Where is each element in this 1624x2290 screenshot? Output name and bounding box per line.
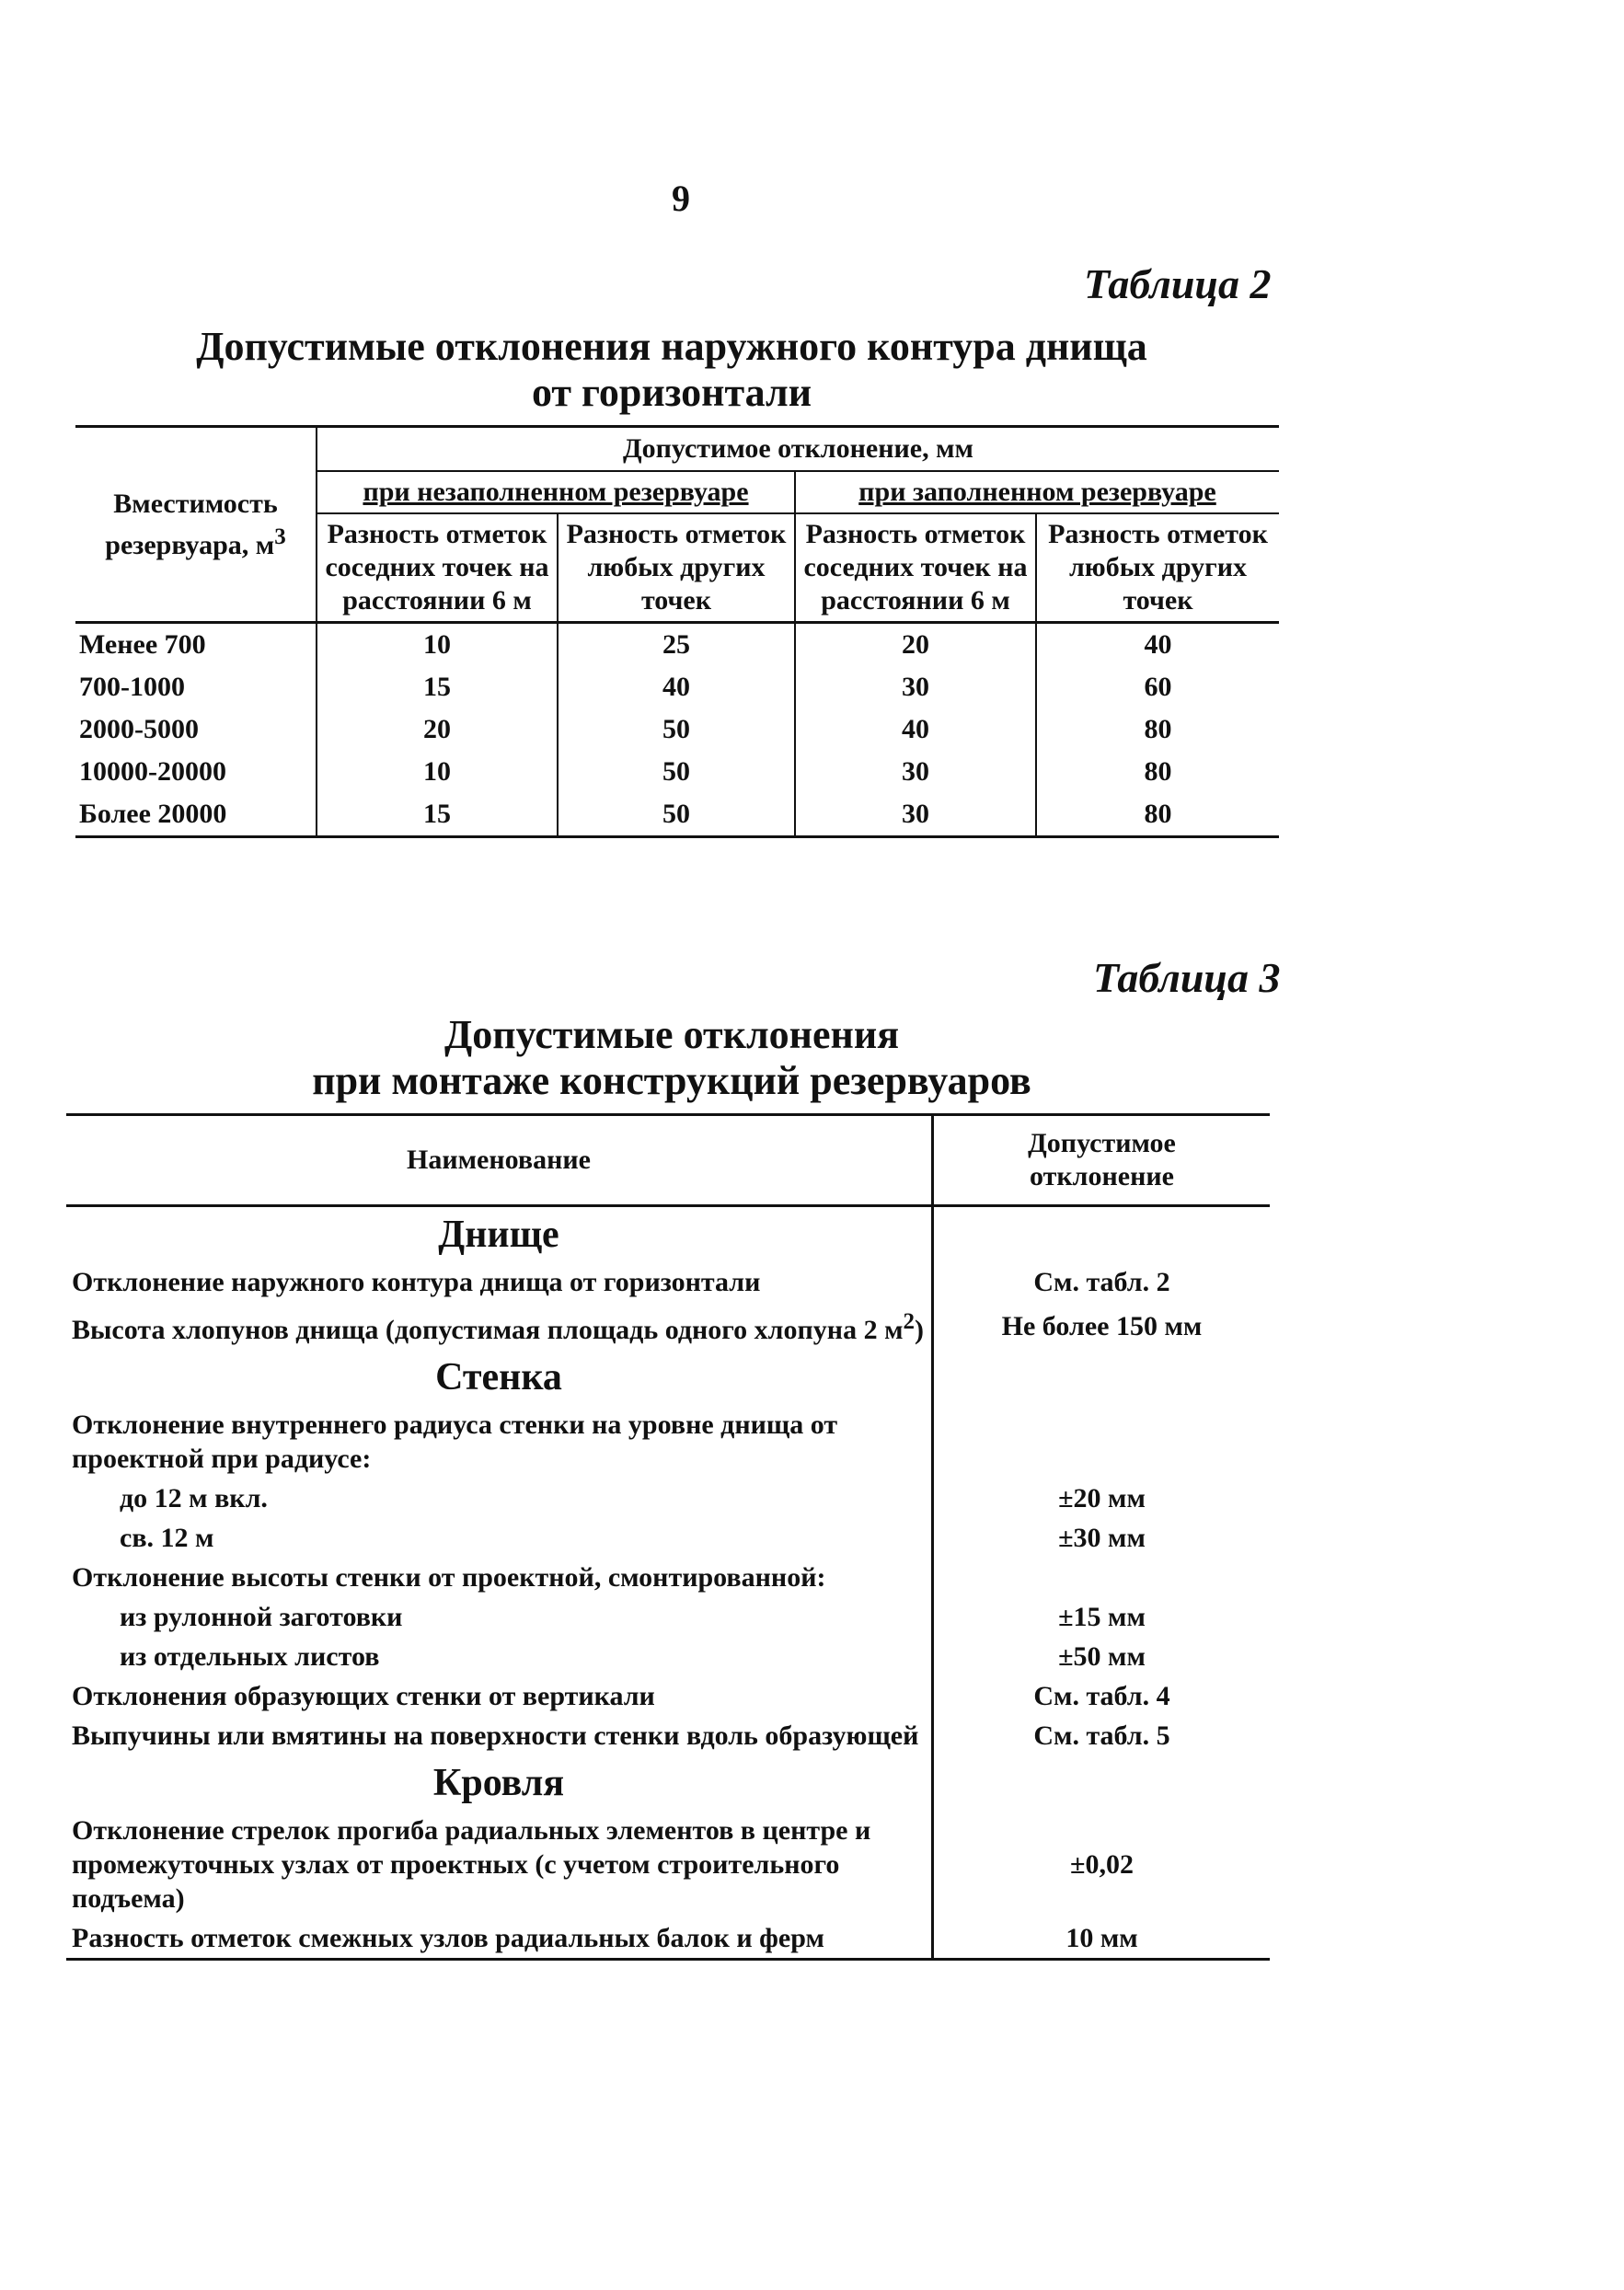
empty-cell bbox=[933, 1206, 1271, 1263]
col-any-header: Разность отметок любых других точек bbox=[558, 513, 795, 623]
cell-capacity: 10000-20000 bbox=[79, 756, 226, 787]
table-row bbox=[66, 1676, 1270, 1716]
cell-capacity: 2000-5000 bbox=[79, 714, 199, 744]
cell-value: 80 bbox=[1036, 793, 1279, 837]
row-label: Отклонение стрелок прогиба радиальных элементов в центре и промежуточных узлах от проектных (с учетом строительного подъема) bbox=[72, 1815, 871, 1914]
row-value: ±20 мм bbox=[933, 1479, 1271, 1518]
cell-value: 50 bbox=[558, 751, 795, 793]
cell-value: 30 bbox=[795, 793, 1036, 837]
row-label: Отклонение наружного контура днища от горизонтали bbox=[72, 1267, 761, 1297]
cell-value: 10 bbox=[317, 751, 558, 793]
table-row bbox=[66, 1716, 1270, 1755]
empty-cell bbox=[933, 1755, 1271, 1811]
row-value: См. табл. 4 bbox=[933, 1676, 1271, 1716]
cell-value: 25 bbox=[558, 623, 795, 667]
sub-filled-header: при заполненном резервуаре bbox=[795, 471, 1279, 513]
page-number: 9 bbox=[672, 178, 690, 219]
row-value: ±0,02 bbox=[933, 1811, 1271, 1918]
cell-value: 15 bbox=[317, 666, 558, 708]
table-row bbox=[66, 1811, 1270, 1918]
table3 bbox=[66, 1113, 1270, 1961]
row-label: Отклонение внутреннего радиуса стенки на уровне днища от проектной при радиусе: bbox=[72, 1410, 838, 1474]
empty-cell bbox=[933, 1405, 1271, 1479]
table-row bbox=[66, 1918, 1270, 1960]
row-value: ±15 мм bbox=[933, 1597, 1271, 1637]
col-adjacent-header: Разность отметок соседних точек на расстоянии 6 м bbox=[795, 513, 1036, 623]
row-label: св. 12 м bbox=[120, 1523, 214, 1553]
row-label: Высота хлопунов днища (допустимая площадь одного хлопуна 2 $м^2$) bbox=[72, 1309, 925, 1345]
table3-title-line1: Допустимые отклонения bbox=[443, 1012, 900, 1057]
table-row bbox=[75, 623, 1279, 667]
table3-caption: Таблица 3 bbox=[1093, 954, 1281, 1001]
table2-title-line2: от горизонтали bbox=[531, 370, 812, 415]
cell-capacity: Более 20000 bbox=[75, 793, 317, 837]
table2-title-line1: Допустимые отклонения наружного контура днища bbox=[196, 324, 1147, 369]
col-group-header: Допустимое отклонение, мм bbox=[317, 427, 1279, 472]
col-name-header: Наименование bbox=[66, 1115, 933, 1206]
cell-value: 40 bbox=[1036, 623, 1279, 667]
table-row bbox=[75, 751, 1279, 793]
table-row bbox=[66, 1518, 1270, 1558]
cell-capacity: 700-1000 bbox=[79, 672, 185, 702]
cell-value: 30 bbox=[795, 751, 1036, 793]
table-row bbox=[75, 666, 1279, 708]
cell-value: 50 bbox=[558, 708, 795, 751]
cell-capacity: Менее 700 bbox=[79, 629, 206, 660]
section-roof: Кровля bbox=[432, 1762, 565, 1804]
row-label: Разность отметок смежных узлов радиальных балок и ферм bbox=[66, 1918, 933, 1960]
cell-value: 15 bbox=[317, 793, 558, 837]
empty-cell bbox=[933, 1350, 1271, 1405]
col-capacity-header: Вместимость резервуара, $м^3$ bbox=[75, 427, 317, 623]
row-label: до 12 м вкл. bbox=[120, 1483, 268, 1513]
row-value: ±30 мм bbox=[933, 1518, 1271, 1558]
table-row bbox=[66, 1637, 1270, 1676]
empty-cell bbox=[933, 1558, 1271, 1597]
col-deviation-header: Допустимое отклонение bbox=[933, 1115, 1271, 1206]
row-value: См. табл. 5 bbox=[933, 1716, 1271, 1755]
table-row bbox=[66, 1302, 1270, 1350]
cell-value: 50 bbox=[558, 793, 795, 837]
table2-title bbox=[138, 324, 1205, 416]
col-adjacent-header: Разность отметок соседних точек на расстоянии 6 м bbox=[317, 513, 558, 623]
row-value: См. табл. 2 bbox=[933, 1262, 1271, 1302]
cell-value: 40 bbox=[795, 708, 1036, 751]
row-value: Не более 150 мм bbox=[933, 1302, 1271, 1350]
col-any-header: Разность отметок любых других точек bbox=[1036, 513, 1279, 623]
section-wall: Стенка bbox=[435, 1356, 562, 1398]
table-row bbox=[66, 1405, 1270, 1479]
table3-title bbox=[138, 1012, 1205, 1104]
table3-title-line2: при монтаже конструкций резервуаров bbox=[312, 1058, 1031, 1103]
table-row bbox=[66, 1479, 1270, 1518]
cell-value: 80 bbox=[1036, 708, 1279, 751]
row-value: ±50 мм bbox=[933, 1637, 1271, 1676]
table-row bbox=[66, 1597, 1270, 1637]
table-row bbox=[66, 1262, 1270, 1302]
cell-value: 80 bbox=[1036, 751, 1279, 793]
row-label: из отдельных листов bbox=[120, 1641, 380, 1672]
table-row bbox=[75, 708, 1279, 751]
row-label: Отклонение высоты стенки от проектной, смонтированной: bbox=[72, 1562, 826, 1593]
row-label: Выпучины или вмятины на поверхности стенки вдоль образующей bbox=[72, 1720, 919, 1751]
table-row bbox=[75, 793, 1279, 837]
row-value: 10 мм bbox=[933, 1918, 1271, 1960]
cell-value: 40 bbox=[558, 666, 795, 708]
cell-value: 20 bbox=[317, 708, 558, 751]
cell-value: 20 bbox=[795, 623, 1036, 667]
table-row bbox=[66, 1558, 1270, 1597]
sub-empty-header: при незаполненном резервуаре bbox=[317, 471, 795, 513]
cell-value: 60 bbox=[1036, 666, 1279, 708]
table2-caption: Таблица 2 bbox=[1084, 260, 1272, 307]
section-bottom: Днище bbox=[438, 1214, 559, 1256]
table2 bbox=[75, 425, 1279, 838]
cell-value: 10 bbox=[317, 623, 558, 667]
row-label: из рулонной заготовки bbox=[120, 1602, 403, 1632]
row-label: Отклонения образующих стенки от вертикали bbox=[72, 1681, 655, 1711]
cell-value: 30 bbox=[795, 666, 1036, 708]
